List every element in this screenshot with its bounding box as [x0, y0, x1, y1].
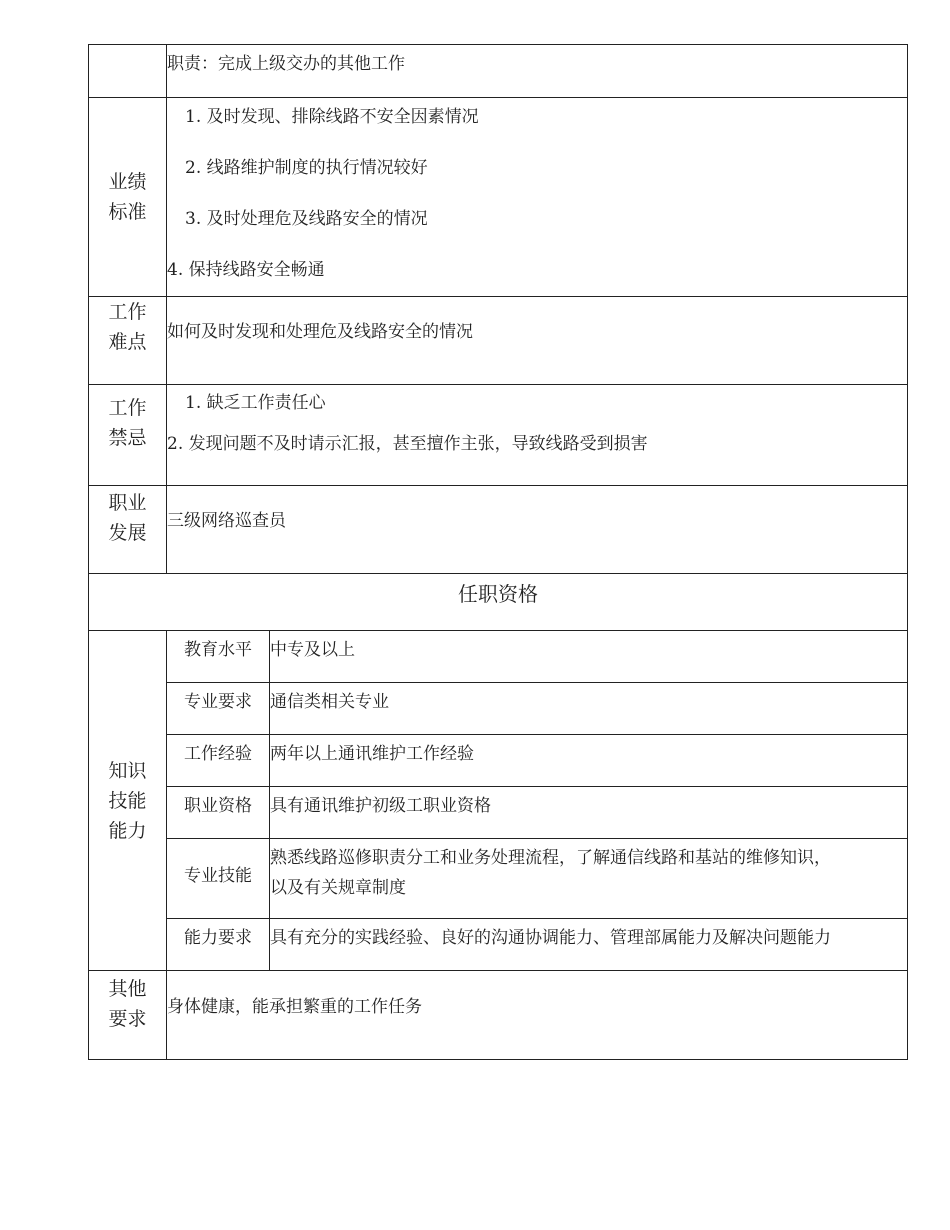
other-label-line1: 其他 [108, 978, 147, 1000]
career-label-line1: 职业 [108, 492, 147, 514]
qualification-row-value-text: 具有充分的实践经验、良好的沟通协调能力、管理部属能力及解决问题能力 [270, 928, 831, 948]
qualification-row-value [270, 787, 908, 839]
qualification-row-label-text: 专业技能 [184, 866, 252, 886]
performance-label-line1: 业绩 [108, 171, 147, 193]
career-cell [167, 486, 908, 574]
other-label [89, 971, 167, 1060]
performance-label [89, 98, 167, 297]
taboo-label-line1: 工作 [108, 397, 147, 419]
qualification-row-value-text: 熟悉线路巡修职责分工和业务处理流程，了解通信线路和基站的维修知识， [270, 848, 831, 868]
performance-item: 4. 保持线路安全畅通 [167, 260, 325, 280]
qualification-row-value [270, 631, 908, 683]
difficulty-cell [167, 297, 908, 385]
taboo-item: 1. 缺乏工作责任心 [185, 393, 326, 413]
career-label-line2: 发展 [108, 522, 147, 544]
career-label [89, 486, 167, 574]
qualification-row-value-text: 两年以上通讯维护工作经验 [270, 744, 474, 764]
qualification-row-label [167, 919, 270, 971]
performance-item: 3. 及时处理危及线路安全的情况 [185, 209, 428, 229]
performance-item: 2. 线路维护制度的执行情况较好 [185, 158, 428, 178]
career-row [89, 486, 908, 574]
career-text: 三级网络巡查员 [167, 511, 286, 531]
performance-cell [167, 98, 908, 297]
difficulty-label-line2: 难点 [108, 331, 147, 353]
difficulty-label [89, 297, 167, 385]
qualification-row-label [167, 683, 270, 735]
qualification-title-text: 任职资格 [458, 582, 538, 606]
qualification-row-value-text: 以及有关规章制度 [270, 878, 406, 898]
qualification-row-value-text: 具有通讯维护初级工职业资格 [270, 796, 491, 816]
difficulty-label-line1: 工作 [108, 301, 147, 323]
taboo-item: 2. 发现问题不及时请示汇报，甚至擅作主张，导致线路受到损害 [167, 434, 648, 454]
difficulty-text: 如何及时发现和处理危及线路安全的情况 [167, 322, 473, 342]
qualification-row-value [270, 683, 908, 735]
performance-item: 1. 及时发现、排除线路不安全因素情况 [185, 107, 479, 127]
taboo-label-line2: 禁忌 [108, 427, 147, 449]
job-description-table [88, 44, 908, 1060]
qualification-row-label [167, 839, 270, 919]
qualification-row-label [167, 787, 270, 839]
qualification-label-line3: 能力 [108, 819, 147, 842]
qualification-label [89, 631, 167, 971]
qualification-row-label-text: 工作经验 [184, 744, 252, 764]
qualification-row-label [167, 735, 270, 787]
qualification-row-value [270, 919, 908, 971]
qualification-row-value [270, 735, 908, 787]
duty-label-cell [89, 45, 167, 98]
qualification-row [89, 919, 908, 971]
qualification-row-label-text: 专业要求 [184, 692, 252, 712]
qualification-row [89, 839, 908, 919]
qualification-row-label [167, 631, 270, 683]
other-label-line2: 要求 [108, 1008, 147, 1030]
other-row [89, 971, 908, 1060]
taboo-row [89, 385, 908, 486]
qualification-row [89, 683, 908, 735]
qualification-row [89, 787, 908, 839]
qualification-row-label-text: 教育水平 [184, 640, 252, 660]
qualification-row-value-text: 中专及以上 [270, 640, 355, 660]
taboo-cell [167, 385, 908, 486]
qualification-row-value-text: 通信类相关专业 [270, 692, 389, 712]
performance-label-line2: 标准 [108, 201, 147, 223]
qualification-title [89, 574, 908, 631]
qualification-label-line2: 技能 [108, 789, 147, 812]
qualification-row [89, 735, 908, 787]
qualification-title-row [89, 574, 908, 631]
qualification-row-label-text: 能力要求 [184, 928, 252, 948]
other-cell [167, 971, 908, 1060]
qualification-row-label-text: 职业资格 [184, 796, 252, 816]
duty-row [89, 45, 908, 98]
other-text: 身体健康，能承担繁重的工作任务 [167, 997, 422, 1017]
qualification-label-line1: 知识 [108, 759, 147, 782]
qualification-row-value [270, 839, 908, 919]
duty-text: 职责：完成上级交办的其他工作 [167, 54, 405, 74]
qualification-row [89, 631, 908, 683]
performance-row [89, 98, 908, 297]
difficulty-row [89, 297, 908, 385]
duty-cell [167, 45, 908, 98]
taboo-label [89, 385, 167, 486]
